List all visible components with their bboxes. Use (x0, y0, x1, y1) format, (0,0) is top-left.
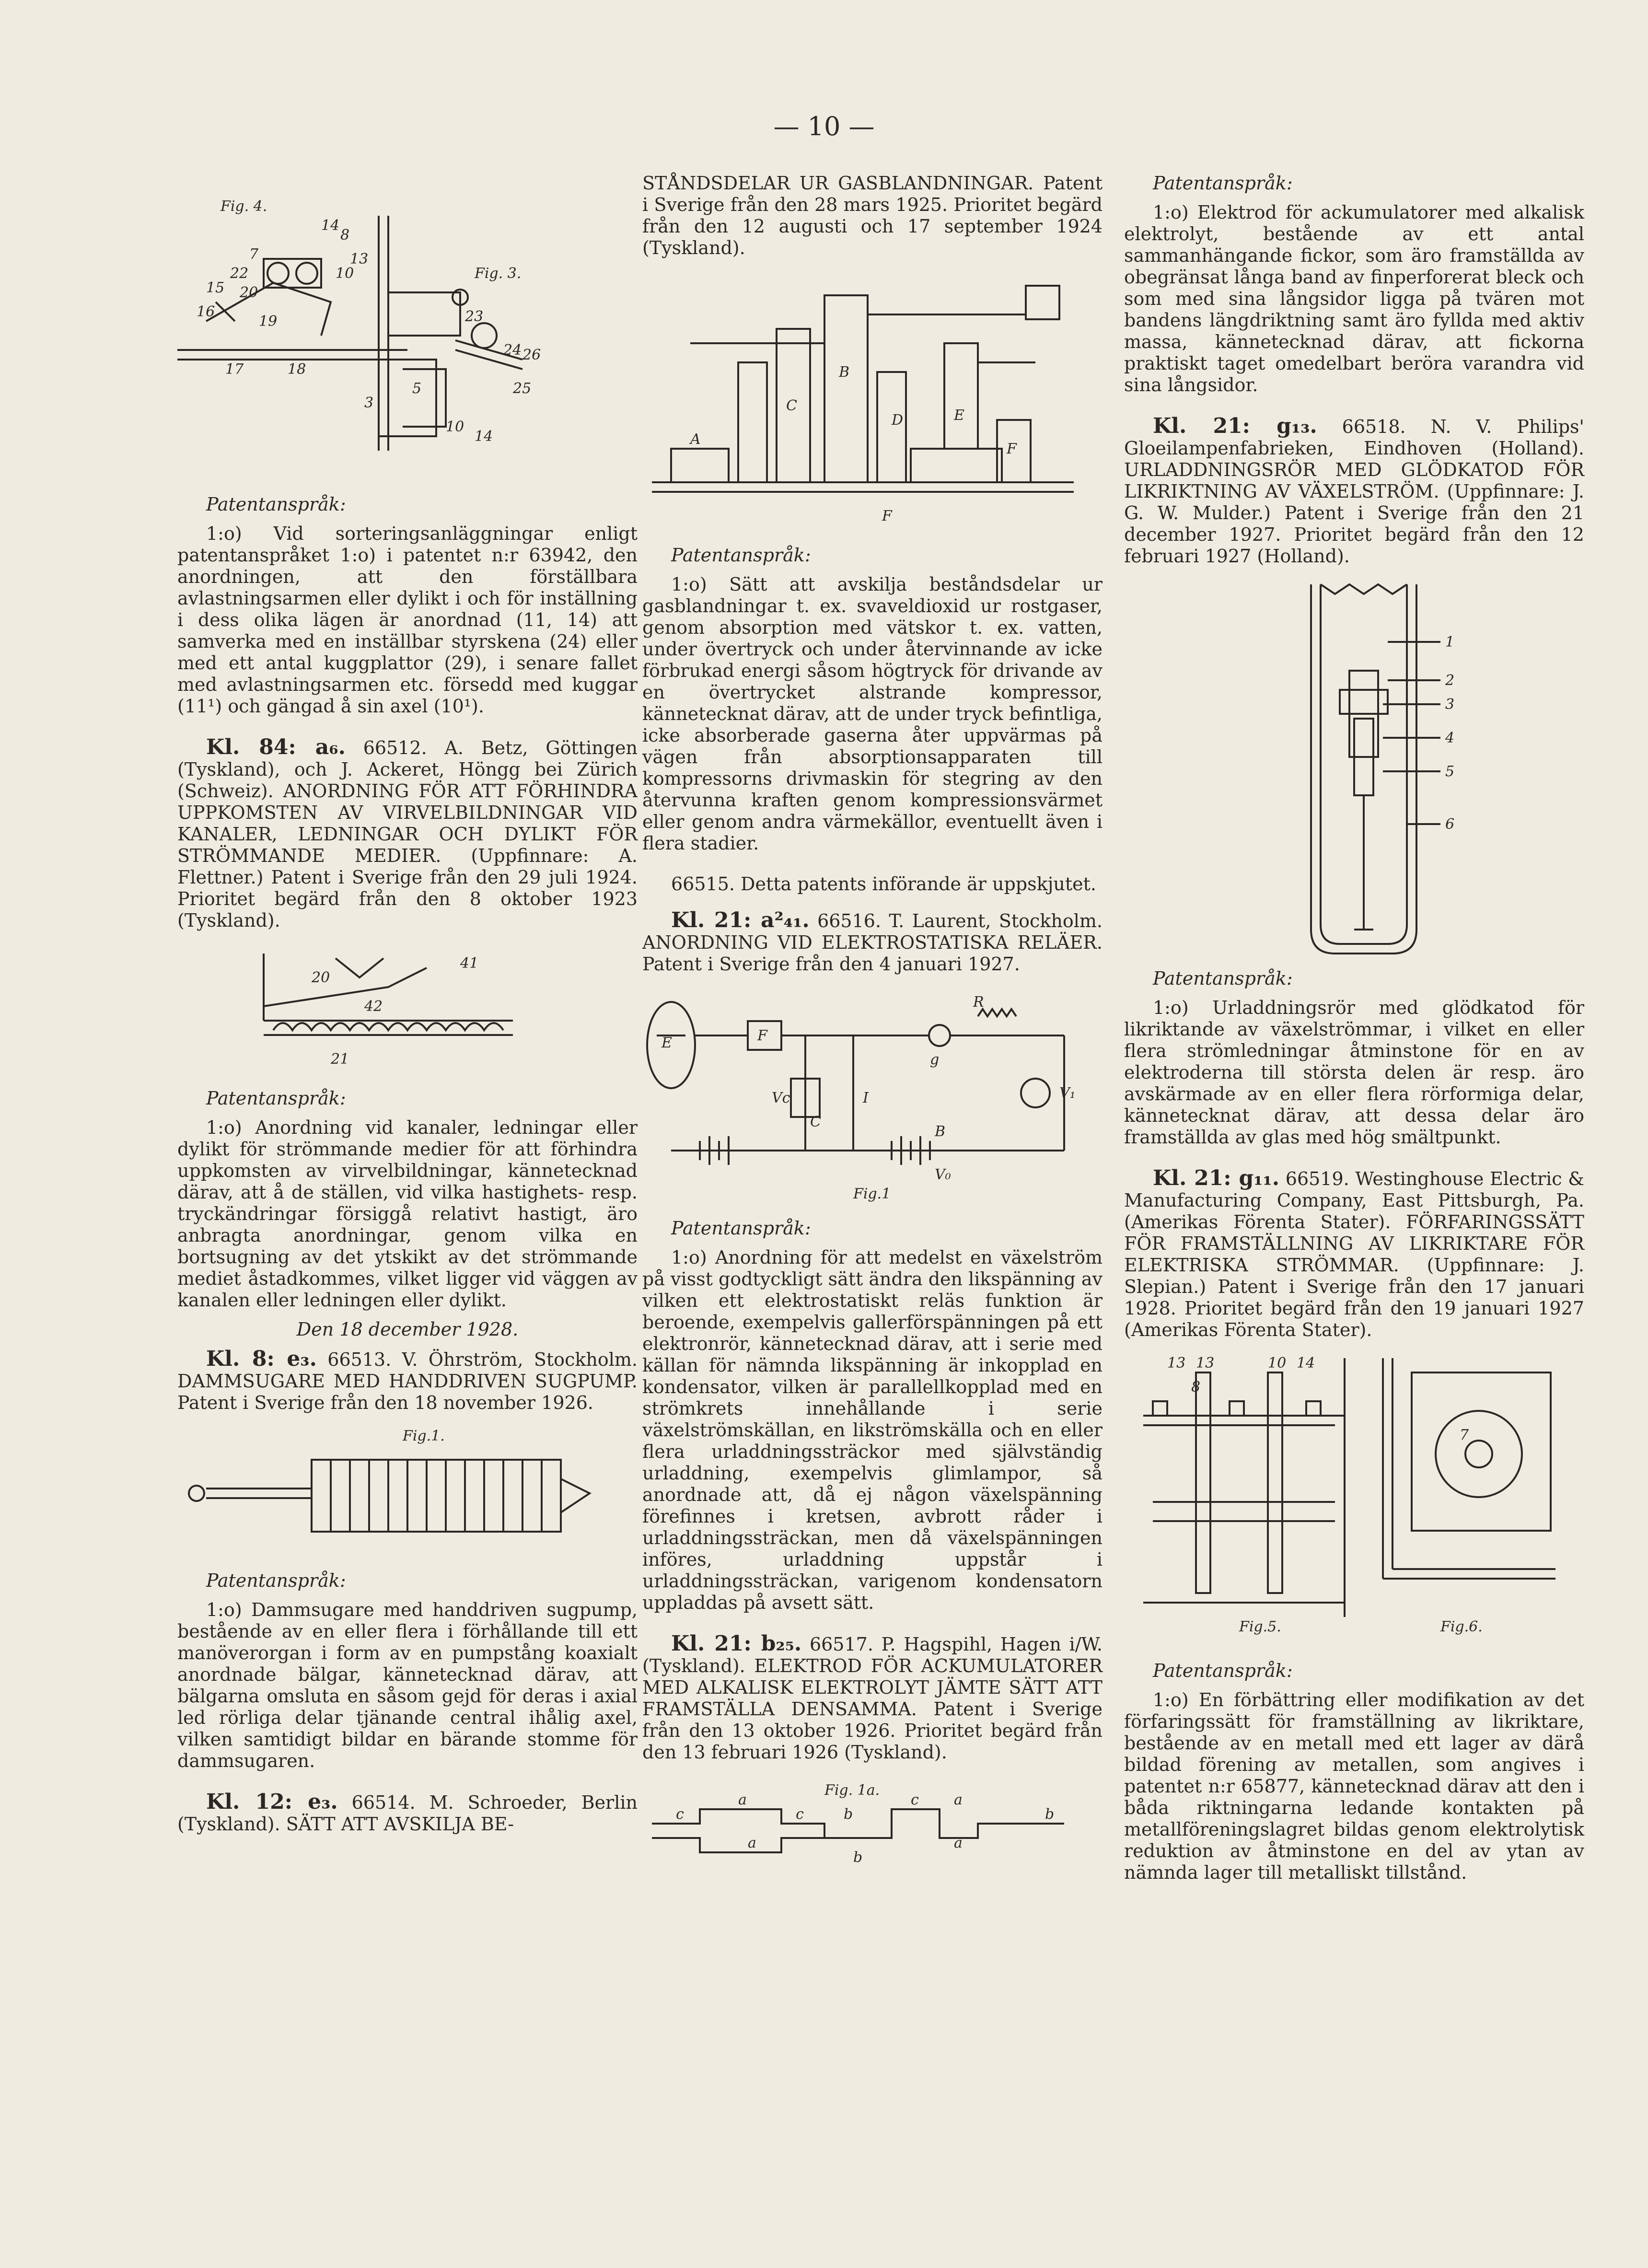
figure-5-and-6-drawing (1124, 1349, 1584, 1651)
figure-gasblandning-drawing (642, 267, 1103, 535)
patent-text: 66513. V. Öhrström, Stockholm. DAMMSUGARE MED HANDDRIVEN SUGPUMP. Patent i Sverige från den 18 november 1926. (177, 1349, 638, 1413)
patent-entry (1124, 415, 1584, 567)
patent-text: 66514. M. Schroeder, Berlin (Tyskland). SÄTT ATT AVSKILJA BE- (177, 1792, 638, 1835)
svg-text:23: 23 (465, 308, 484, 325)
figure-relay-circuit (642, 983, 1103, 1208)
svg-text:20: 20 (312, 969, 330, 986)
figure-4-and-3-drawing (177, 177, 638, 484)
column-2 (642, 173, 1103, 1881)
claim-heading: Patentanspråk: (1153, 968, 1293, 989)
patent-text: 66518. N. V. Philips' Gloeilampenfabrieken, Eindhoven (Holland). URLADDNINGSRÖR MED GLÖDKATOD FÖR LIKRIKTNING AV VÄXELSTRÖM. (Uppfinnare: J. G. W. Mulder.) Patent i Sverige från den 21 december 1927. Prioritet begärd från den 12 februari 1927 (Holland). (1124, 416, 1584, 567)
svg-text:4: 4 (1445, 730, 1455, 746)
claim-heading: Patentanspråk: (671, 545, 811, 566)
svg-text:14: 14 (321, 217, 340, 234)
patent-class: Kl. 21: g₁₁. (1153, 1166, 1280, 1190)
note-text: 66515. Detta patents införande är uppskjutet. (671, 873, 1097, 895)
svg-text:b: b (853, 1849, 863, 1866)
svg-text:R: R (973, 994, 984, 1011)
fig6-label: Fig.6. (1440, 1618, 1483, 1635)
svg-text:24: 24 (503, 342, 522, 359)
claim-heading: Patentanspråk: (206, 494, 346, 515)
figure-kanal-drawing (177, 939, 638, 1078)
patent-text: 66516. T. Laurent, Stockholm. ANORDNING VID ELEKTROSTATISKA RELÄER. Patent i Sverige från den 4 januari 1927. (642, 910, 1103, 975)
svg-text:41: 41 (460, 955, 479, 972)
patent-class: Kl. 8: e₃. (206, 1347, 317, 1371)
patent-class: Kl. 21: a²₄₁. (671, 908, 810, 932)
svg-text:I: I (863, 1090, 869, 1106)
svg-text:25: 25 (513, 380, 532, 397)
svg-text:14: 14 (475, 428, 493, 445)
claim-text: 1:o) Dammsugare med handdriven sugpump, bestående av en eller flera i förhållande till ett manöverorgan i form av en pumpstång koaxialt anordnade bälgar, kännetecknad därav, att bälgarna omsluta en såsom gejd för deras i axial led rörliga delar tjänande central ihålig axel, vilken samtidigt bildar en bärande stomme för dammsugaren. (177, 1599, 638, 1771)
patent-text-continued: STÅNDSDELAR UR GASBLANDNINGAR. Patent i Sverige från den 28 mars 1925. Prioritet begärd från den 12 augusti och 17 september 1924 (Tyskland). (642, 173, 1103, 258)
svg-text:c: c (796, 1806, 804, 1823)
patent-entry (642, 909, 1103, 975)
claim-heading: Patentanspråk: (206, 1088, 346, 1109)
patent-text: 66517. P. Hagspihl, Hagen i/W. (Tyskland). ELEKTROD FÖR ACKUMULATORER MED ALKALISK ELEKTROLYT JÄMTE SÄTT ATT FRAMSTÄLLA DENSAMMA. Patent i Sverige från den 13 oktober 1926. Prioritet begärd från den 13 februari 1926 (Tyskland). (642, 1634, 1103, 1763)
patent-entry (177, 1791, 638, 1835)
patent-text: 66519. Westinghouse Electric & Manufacturing Company, East Pittsburgh, Pa. (Amerikas Förenta Stater). FÖRFARINGSSÄTT FÖR FRAMSTÄLLNING AV LIKRIKTARE FÖR ELEKTRISKA STRÖMMAR. (Uppfinnare: J. Slepian.) Patent i Sverige från den 17 januari 1928. Prioritet begärd från den 19 januari 1927 (Amerikas Förenta Stater). (1124, 1168, 1584, 1340)
column-1 (177, 173, 638, 1843)
svg-text:8: 8 (1191, 1379, 1201, 1396)
svg-text:26: 26 (522, 347, 541, 363)
svg-text:E: E (954, 407, 964, 424)
svg-text:a: a (954, 1791, 963, 1808)
svg-text:2: 2 (1445, 672, 1455, 689)
svg-text:3: 3 (1445, 696, 1455, 713)
svg-text:F: F (1007, 441, 1017, 457)
claim-text: 1:o) Elektrod för ackumulatorer med alkalisk elektrolyt, bestående av ett antal sammanhängande fickor, som äro framställda av obegränsat långa band av finperforerat bleck och som med sina långsidor ligga på tvären mot bandens längdriktning samt äro fyllda med aktiv massa, kännetecknad därav, att fickorna praktiskt taget omedelbart beröra varandra vid sina långsidor. (1124, 202, 1584, 395)
svg-text:10: 10 (446, 419, 464, 435)
figure-urladdningsror-drawing (1124, 575, 1584, 958)
fig1-label: Fig.1. (403, 1428, 445, 1444)
svg-text:B: B (935, 1123, 946, 1140)
claim-text: 1:o) Anordning för att medelst en växelström på visst godtyckligt sätt ändra den likspänning av vilken ett elektrostatiskt reläs funktion är beroende, exempelvis gallerförspänningen på ett elektronrör, kännetecknad därav, att i serie med källan för nämnda likspänning är inkopplad en kondensator, vilken är parallellkopplad med en strömkrets innehållande i serie växelströmskällan, en likströmskälla och en eller flera urladdningssträckor med självständig urladdning, exempelvis glimlampor, så anordnade att, då ej någon växelspänning förefinnes i kretsen, avbrott råder i urladdningssträckan, men då växelspänningen införes, urladdning uppstår i urladdningssträckan, varigenom kondensatorn uppladdas på avsett sätt. (642, 1247, 1103, 1613)
claim-text: 1:o) En förbättring eller modifikation av det förfaringssätt för framställning av likriktare, bestående av en metall med ett lager av därå bildad förening av metallen, som angives i patentet n:r 65877, kännetecknad därav att den i båda riktningarna ledande kontakten på metallföreningslagret bildas genom elektrolytisk reduktion av åtminstone en del av ytan av nämnda lager till metalliskt tillstånd. (1124, 1689, 1584, 1883)
svg-text:C: C (810, 1114, 821, 1130)
svg-text:C: C (786, 397, 797, 414)
svg-text:1: 1 (1445, 634, 1455, 651)
svg-text:13: 13 (1167, 1355, 1186, 1372)
svg-text:13: 13 (1196, 1355, 1215, 1372)
svg-text:16: 16 (197, 303, 215, 320)
claim-heading: Patentanspråk: (1153, 173, 1293, 194)
claim-heading: Patentanspråk: (1153, 1660, 1293, 1681)
fig1a-label: Fig. 1a. (824, 1782, 880, 1799)
patent-class: Kl. 21: b₂₅. (671, 1631, 802, 1656)
svg-text:c: c (676, 1806, 684, 1823)
svg-text:D: D (892, 412, 904, 429)
patent-text: 66512. A. Betz, Göttingen (Tyskland), och J. Ackeret, Höngg bei Zürich (Schweiz). ANORDNING FÖR ATT FÖRHINDRA UPPKOMSTEN AV VIRVELBILDNINGAR VID KANALER, LEDNINGAR OCH DYLIKT FÖR STRÖMMANDE MEDIER. (Uppfinnare: A. Flettner.) Patent i Sverige från den 29 juli 1924. Prioritet begärd från den 8 oktober 1923 (Tyskland). (177, 737, 638, 931)
svg-text:42: 42 (364, 998, 383, 1015)
fig4-label: Fig. 4. (221, 198, 267, 215)
svg-text:V₀: V₀ (935, 1166, 951, 1183)
figure-dammsugare-drawing (177, 1421, 638, 1560)
svg-text:g: g (930, 1051, 940, 1068)
svg-text:a: a (748, 1835, 756, 1851)
svg-text:Vc: Vc (772, 1090, 790, 1106)
svg-text:E: E (662, 1035, 672, 1051)
svg-text:a: a (738, 1791, 747, 1808)
claim-text: 1:o) Sätt att avskilja beståndsdelar ur gasblandningar t. ex. svaveldioxid ur rostgaser, genom absorption med vätskor t. ex. vatten, under övertryck och under återvinnande av icke förbrukad energi såsom högtryck för drivande av en övertrycket alstrande kompressor, kännetecknat därav, att de under tryck befintliga, icke absorberade gaserna åter uppvärmas på vägen från absorptionsapparaten till kompressorns drivmaskin för stegring av den återvunna kraften genom kompressionsvärmet eller genom andra värmekällor, eventuellt även i flera stadier. (642, 574, 1103, 854)
patent-class: Kl. 21: g₁₃. (1153, 414, 1317, 438)
figure-1a-drawing (642, 1771, 1103, 1872)
page-number: — 10 — (773, 111, 875, 141)
svg-text:F: F (757, 1027, 767, 1044)
svg-text:A: A (690, 431, 701, 448)
date-heading: Den 18 december 1928. (296, 1319, 519, 1340)
svg-text:17: 17 (225, 361, 244, 378)
svg-text:8: 8 (340, 227, 350, 244)
svg-text:5: 5 (1445, 763, 1455, 780)
patent-entry (642, 1633, 1103, 1763)
claim-heading: Patentanspråk: (671, 1218, 811, 1239)
column-3 (1124, 173, 1584, 1891)
patent-entry (177, 736, 638, 931)
svg-text:c: c (911, 1791, 919, 1808)
svg-text:3: 3 (364, 395, 374, 411)
fig3-label: Fig. 3. (475, 265, 522, 282)
claim-heading: Patentanspråk: (206, 1570, 346, 1591)
svg-text:19: 19 (259, 313, 278, 330)
patent-entry (1124, 1167, 1584, 1341)
patent-entry (177, 1348, 638, 1414)
svg-text:F: F (882, 508, 892, 524)
svg-text:5: 5 (412, 380, 422, 397)
svg-text:V₁: V₁ (1059, 1085, 1076, 1102)
svg-text:7: 7 (249, 246, 259, 263)
svg-text:B: B (839, 364, 850, 381)
svg-text:15: 15 (206, 279, 225, 296)
claim-text: 1:o) Anordning vid kanaler, ledningar eller dylikt för strömmande medier för att förhindra uppkomsten av virvelbildningar, kännetecknad därav, att å de ställen, vid vilka hastighets- resp. tryckändringar försiggå relativt hastigt, äro anbragta anordningar, genom vilka en bortsugning av det ytskikt av det strömmande mediet åstadkommes, vilket ligger vid väggen av kanalen eller ledningen eller dylikt. (177, 1117, 638, 1311)
patent-class: Kl. 12: e₃. (206, 1790, 338, 1814)
fig5-label: Fig.5. (1239, 1618, 1281, 1635)
svg-text:a: a (954, 1835, 963, 1851)
svg-text:b: b (844, 1806, 853, 1823)
svg-text:7: 7 (1460, 1427, 1469, 1443)
svg-text:20: 20 (240, 284, 258, 301)
svg-text:10: 10 (1268, 1355, 1287, 1372)
svg-text:10: 10 (336, 265, 354, 282)
patent-class: Kl. 84: a₆. (206, 735, 346, 759)
svg-text:22: 22 (230, 265, 249, 282)
claim-text: 1:o) Vid sorteringsanläggningar enligt patentanspråket 1:o) i patentet n:r 63942, den anordningen, att den förställbara avlastningsarmen eller dylikt i och för inställning i dess olika lägen är anordnad (11, 14) att samverka med en inställbar styrskena (24) eller med ett antal kuggplattor (29), i senare fallet med avlastningsarmen etc. försedd med kuggar (11¹) och gängad å sin axel (10¹). (177, 523, 638, 717)
fig1-label: Fig.1 (853, 1186, 891, 1202)
svg-text:6: 6 (1445, 816, 1455, 833)
claim-text: 1:o) Urladdningsrör med glödkatod för likriktande av växelströmmar, i vilket en eller flera strömledningar åtminstone för en av elektroderna till största delen är resp. äro avskärmade av en eller flera rörformiga delar, kännetecknat därav, att dessa delar äro framställda av glas med hög smältpunkt. (1124, 997, 1584, 1148)
svg-text:13: 13 (350, 251, 369, 268)
svg-text:b: b (1045, 1806, 1055, 1823)
svg-text:14: 14 (1297, 1355, 1315, 1372)
svg-text:21: 21 (331, 1051, 349, 1068)
svg-text:18: 18 (288, 361, 306, 378)
